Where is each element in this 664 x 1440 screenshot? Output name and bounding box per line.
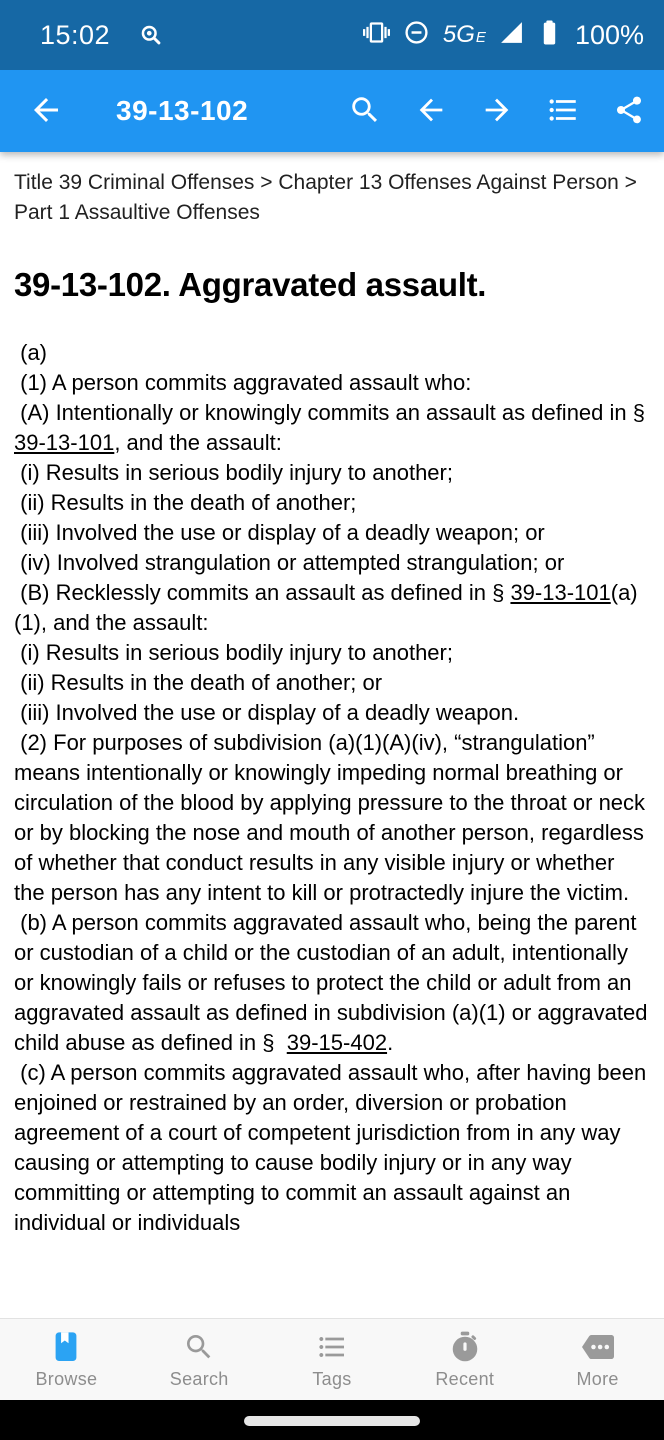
statute-paragraph bbox=[14, 578, 650, 638]
clock: 15:02 bbox=[40, 19, 111, 50]
statute-text: (ii) Results in the death of another; or bbox=[14, 670, 383, 695]
back-arrow-icon bbox=[28, 92, 64, 131]
toc-button[interactable] bbox=[544, 91, 582, 131]
gesture-pill[interactable] bbox=[244, 1416, 420, 1426]
prev-arrow-icon bbox=[414, 93, 448, 130]
statute-paragraph bbox=[14, 1058, 653, 1238]
previous-section-button[interactable] bbox=[412, 91, 450, 131]
statute-paragraph bbox=[14, 638, 650, 668]
battery-icon bbox=[537, 19, 562, 51]
nav-label: Recent bbox=[435, 1368, 495, 1389]
list-icon bbox=[546, 93, 580, 130]
search-icon bbox=[348, 93, 382, 130]
statute-paragraph bbox=[14, 518, 650, 548]
do-not-disturb-icon bbox=[403, 19, 430, 51]
signal-icon bbox=[499, 20, 524, 50]
statute-paragraph bbox=[14, 698, 650, 728]
statute-text: (A) Intentionally or knowingly commits an assault as defined in § bbox=[14, 400, 652, 425]
share-icon bbox=[613, 94, 645, 129]
battery-percent: 100% bbox=[574, 19, 644, 50]
statute-text: (c) A person commits aggravated assault who, after having been enjoined or restrained by an order, diversion or probation agreement of a court of competent jurisdiction from in any way causing or attempting to cause bodily injury or in any way committing or attempting to commit an assault against an individual or individuals bbox=[14, 1060, 653, 1235]
statute-paragraph bbox=[14, 368, 650, 398]
nav-label: More bbox=[576, 1368, 619, 1389]
app-bar bbox=[0, 70, 664, 152]
statute-paragraph bbox=[14, 728, 650, 908]
statute-paragraph bbox=[14, 908, 654, 1058]
statute-text: (2) For purposes of subdivision (a)(1)(A)(iv), “strangulation” means intentionally or knowingly impeding normal breathing or circulation of the blood by applying pressure to the throat or neck or by blocking the nose and mouth of another person, regardless of whether that conduct results in any visible injury or whether the person has any intent to kill or protractedly injure the victim. bbox=[14, 730, 652, 905]
statute-text: (i) Results in serious bodily injury to another; bbox=[14, 640, 453, 665]
statute-text: (a) bbox=[14, 340, 48, 365]
statute-paragraph bbox=[14, 548, 650, 578]
statute-text: (ii) Results in the death of another; bbox=[14, 490, 357, 515]
next-arrow-icon bbox=[480, 93, 514, 130]
search-button[interactable] bbox=[346, 91, 384, 131]
nav-item-tags[interactable] bbox=[266, 1319, 399, 1400]
network-type-label: 5G E bbox=[442, 21, 486, 48]
statute-text: (B) Recklessly commits an assault as defined in § bbox=[14, 580, 511, 605]
status-bar bbox=[0, 0, 664, 70]
statute-paragraph bbox=[14, 488, 650, 518]
statute-text: (i) Results in serious bodily injury to another; bbox=[14, 460, 453, 485]
nav-item-more[interactable] bbox=[531, 1319, 664, 1400]
statute-text: . bbox=[387, 1030, 394, 1055]
statute-paragraph bbox=[14, 668, 650, 698]
statute-text: (b) A person commits aggravated assault who, being the parent or custodian of a child or the custodian of an adult, intentionally or knowingly fails or refuses to protect the child or adult from an aggravated assault as defined in subdivision (a)(1) or aggravated child abuse as defined in § bbox=[14, 910, 654, 1055]
statute-text: (a)(1), and the assault: bbox=[14, 580, 638, 635]
nav-label: Tags bbox=[312, 1368, 352, 1389]
nav-item-search[interactable] bbox=[133, 1319, 266, 1400]
statute-text: (iii) Involved the use or display of a deadly weapon. bbox=[14, 700, 520, 725]
back-button[interactable] bbox=[26, 91, 66, 131]
share-button[interactable] bbox=[610, 91, 648, 131]
statute-cross-reference-link[interactable]: 39-15-402 bbox=[286, 1030, 388, 1055]
statute-paragraph bbox=[14, 458, 650, 488]
system-gesture-bar bbox=[0, 1400, 664, 1440]
statute-paragraph bbox=[14, 338, 650, 368]
search-icon bbox=[183, 1330, 215, 1364]
statute-cross-reference-link[interactable]: 39-13-101 bbox=[14, 430, 115, 455]
nav-label: Browse bbox=[35, 1368, 98, 1389]
statute-text: , and the assault: bbox=[114, 430, 282, 455]
statute-text: (1) A person commits aggravated assault who: bbox=[14, 370, 472, 395]
more-icon bbox=[582, 1330, 614, 1364]
next-section-button[interactable] bbox=[478, 91, 516, 131]
tags-list-icon bbox=[316, 1330, 348, 1364]
statute-text: (iv) Involved strangulation or attempted strangulation; or bbox=[14, 550, 565, 575]
breadcrumb: Title 39 Criminal Offenses > Chapter 13 Offenses Against Person > Part 1 Assaultive Offenses bbox=[14, 171, 637, 224]
vibrate-icon bbox=[363, 19, 390, 51]
page-title: 39-13-102 bbox=[116, 95, 249, 126]
statute-cross-reference-link[interactable]: 39-13-101 bbox=[510, 580, 611, 605]
statute-paragraph bbox=[14, 398, 650, 458]
screen-search-icon bbox=[138, 22, 165, 49]
timer-icon bbox=[449, 1330, 481, 1364]
bottom-navigation bbox=[0, 1318, 664, 1400]
nav-item-browse[interactable] bbox=[0, 1319, 133, 1400]
statute-content-scroll-area[interactable] bbox=[0, 152, 664, 1318]
book-bookmark-icon bbox=[50, 1330, 82, 1364]
nav-label: Search bbox=[169, 1368, 229, 1389]
nav-item-recent[interactable] bbox=[398, 1319, 531, 1400]
statute-body bbox=[14, 338, 654, 1238]
section-heading: 39-13-102. Aggravated assault. bbox=[14, 266, 487, 303]
statute-text: (iii) Involved the use or display of a deadly weapon; or bbox=[14, 520, 545, 545]
